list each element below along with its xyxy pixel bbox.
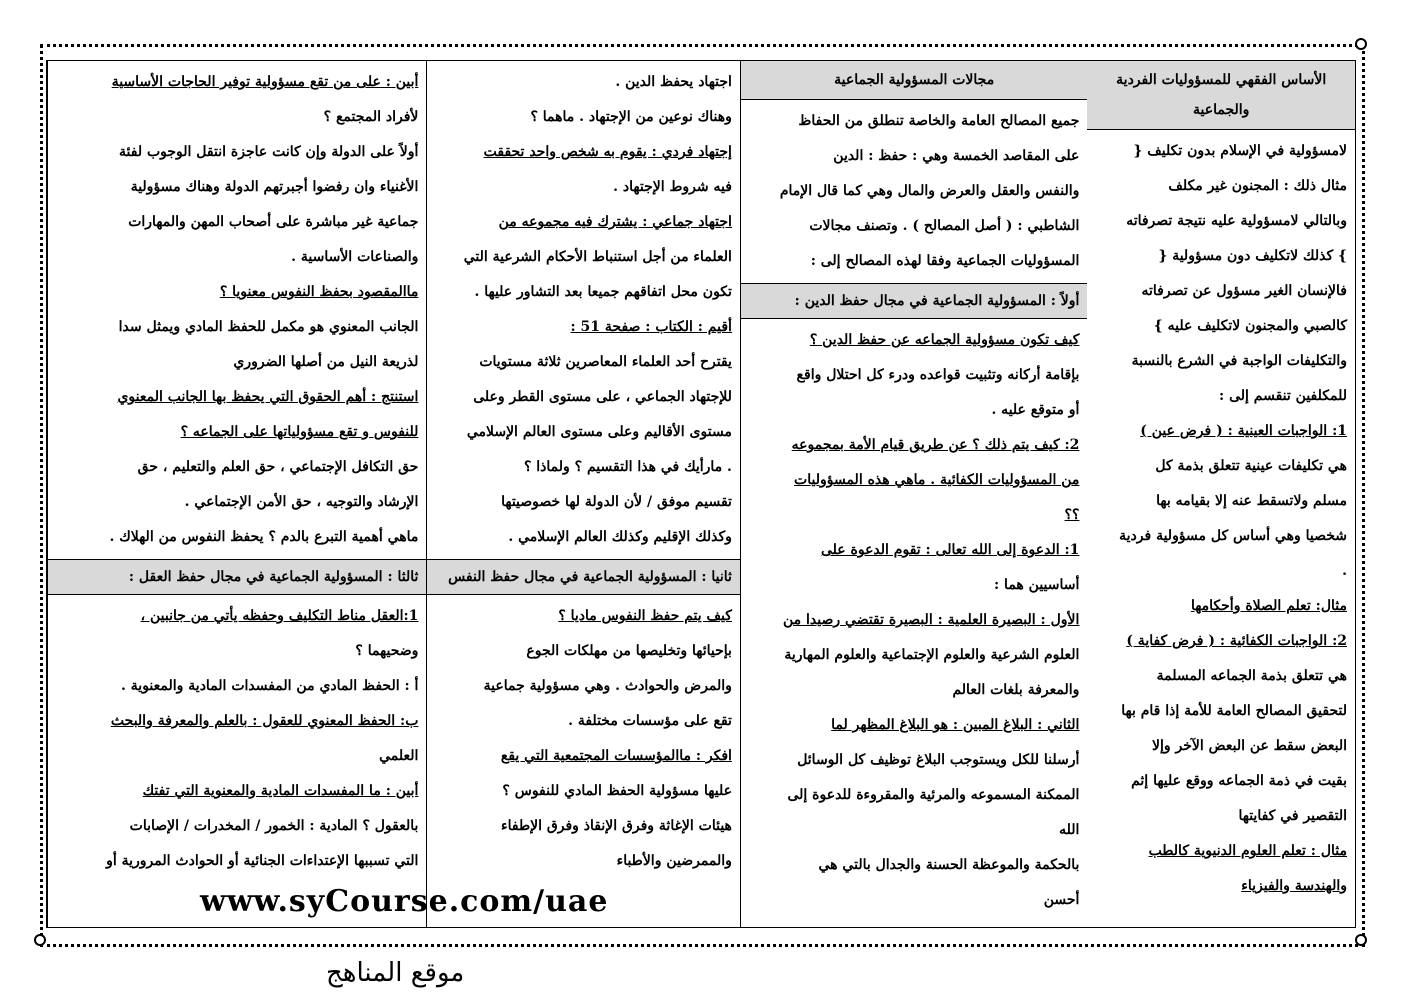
top-dotted-border <box>40 44 1365 47</box>
text-line: مستوى الأقاليم وعلى مستوى العالم الإسلامي <box>466 424 732 440</box>
text-line: كيف يتم حفظ النفوس ماديا ؟ <box>558 608 732 624</box>
text-line: 2: كيف يتم ذلك ؟ عن طريق قيام الأمة بمجموعه <box>791 437 1080 453</box>
text-line: لذريعة النيل من أصلها الضروري <box>233 354 419 370</box>
text-line: وبالتالي لامسؤولية عليه نتيجة تصرفاته <box>1126 213 1347 229</box>
text-line: بإحيائها وتخليصها من مهلكات الجوع <box>526 643 732 659</box>
section-3-heading: ثالثا : المسؤولية الجماعية في مجال حفظ العقل : <box>48 559 426 595</box>
text-line: أو متوقع عليه . <box>991 402 1080 418</box>
text-line: بالحكمة والموعظة الحسنة والجدال بالتي هي <box>818 857 1080 873</box>
text-line: 1: الدعوة إلى الله تعالى : تقوم الدعوة على <box>820 542 1080 558</box>
column-4 <box>47 61 426 927</box>
corner-ornament <box>34 934 46 946</box>
text-line: والنفس والعقل والعرض والمال وهي كما قال الإمام <box>779 183 1080 199</box>
bottom-dotted-border <box>40 944 1365 947</box>
text-line: الجانب المعنوي هو مكمل للحفظ المادي ويمثل سدا <box>118 319 419 335</box>
text-line: البعض سقط عن البعض الآخر وإلا <box>1152 738 1347 754</box>
text-line: لامسؤولية في الإسلام بدون تكليف { <box>1133 143 1347 159</box>
column-2-bottom <box>741 319 1087 922</box>
text-line: هيئات الإغاثة وفرق الإنقاذ وفرق الإطفاء <box>501 818 732 834</box>
text-line: ماهي أهمية التبرع بالدم ؟ يحفظ النفوس من الهلاك . <box>109 529 419 545</box>
column-1-body <box>1087 130 1355 908</box>
text-line: أولاً على الدولة وإن كانت عاجزة انتقل الوجوب لفئة <box>119 144 419 160</box>
text-line: مثال ذلك : المجنون غير مكلف <box>1168 178 1347 194</box>
text-line: اجتهاد جماعي : يشترك فيه مجموعه من <box>498 214 732 230</box>
worksheet-table <box>46 60 1356 928</box>
text-line: والهندسة والفيزياء <box>1241 878 1347 894</box>
text-line: ؟؟ <box>1064 507 1080 523</box>
text-line: المسؤوليات الجماعية وفقا لهذه المصالح إلى : <box>810 253 1080 269</box>
section-1-heading: أولاً : المسؤولية الجماعية في مجال حفظ الدين : <box>741 283 1087 319</box>
column-3-top <box>427 61 740 559</box>
text-line: الممكنة المسموعه والمرئية والمقروءة للدعوة إلى <box>787 787 1080 803</box>
text-line: افكر : ماالمؤسسات المجتمعية التي يقع <box>500 748 732 764</box>
right-dotted-border <box>1362 44 1365 944</box>
text-line: الله <box>1059 822 1080 838</box>
text-line: والصناعات الأساسية . <box>291 249 419 265</box>
text-line: أبين : ما المفسدات المادية والمعنوية التي تفتك <box>142 783 419 799</box>
text-line: بإقامة أركانه وتثبيت قواعده ودرء كل احتلال واقع <box>796 367 1080 383</box>
corner-ornament <box>1355 38 1367 50</box>
text-line: لأفراد المجتمع ؟ <box>323 109 419 125</box>
text-line: والمعرفة بلغات العالم <box>952 682 1080 698</box>
text-line: ماالمقصود بحفظ النفوس معنويا ؟ <box>219 284 419 300</box>
text-line: وكذلك الإقليم وكذلك العالم الإسلامي . <box>508 529 732 545</box>
text-line: استنتج : أهم الحقوق التي يحفظ بها الجانب المعنوي <box>117 389 419 405</box>
text-line: الإرشاد والتوجيه ، حق الأمن الإجتماعي . <box>184 494 419 510</box>
text-line: العلمي <box>379 748 419 764</box>
text-line: تكون محل اتفاقهم جميعا بعد التشاور عليها . <box>474 284 732 300</box>
left-dotted-border <box>40 44 43 944</box>
text-line: تقع على مؤسسات مختلفة . <box>568 713 732 729</box>
text-line: شخصيا وهي أساس كل مسؤولية فردية <box>1119 528 1347 544</box>
text-line: الثاني : البلاغ المبين : هو البلاغ المظهر لما <box>831 717 1080 733</box>
column-3-bottom <box>427 595 740 883</box>
column-4-bottom <box>48 595 426 883</box>
text-line: أبين : على من تقع مسؤولية توفير الحاجات الأساسية <box>111 74 419 90</box>
text-line: وضحيهما ؟ <box>355 643 419 659</box>
text-line: كالصبي والمجنون لاتكليف عليه } <box>1153 318 1347 334</box>
text-line: الشاطبي : ( أصل المصالح ) . وتصنف مجالات <box>809 218 1080 234</box>
text-line: مسلم ولاتسقط عنه إلا بقيامه بها <box>1156 493 1347 509</box>
text-line: العلماء من أجل استنباط الأحكام الشرعية التي <box>463 249 732 265</box>
text-line: الأول : البصيرة العلمية : البصيرة تقتضي رصيدا من <box>783 612 1080 628</box>
text-line: أقيم : الكتاب : صفحة 51 : <box>570 319 732 335</box>
text-line: الأغنياء وان رفضوا أجبرتهم الدولة وهناك مسؤولية <box>130 179 419 195</box>
column-1-header: الأساس الفقهي للمسؤوليات الفردية والجماعية <box>1087 61 1355 130</box>
column-2 <box>740 61 1087 927</box>
column-2-top <box>741 100 1087 283</box>
text-line: عليها مسؤولية الحفظ المادي للنفوس ؟ <box>502 783 732 799</box>
column-2-header: مجالات المسؤولية الجماعية <box>741 61 1087 100</box>
text-line: مثال: تعلم الصلاة وأحكامها <box>1190 598 1347 614</box>
text-line: . <box>1342 563 1347 579</box>
text-line: . مارأيك في هذا التقسيم ؟ ولماذا ؟ <box>523 459 732 475</box>
column-4-top <box>48 61 426 559</box>
text-line: جميع المصالح العامة والخاصة تنطلق من الحفاظ <box>798 113 1080 129</box>
watermark-url: www.syCourse.com/uae <box>200 884 609 919</box>
text-line: ب: الحفظ المعنوي للعقول : بالعلم والمعرفة والبحث <box>110 713 419 729</box>
text-line: جماعية غير مباشرة على أصحاب المهن والمهارات <box>128 214 419 230</box>
text-line: أساسيين هما : <box>994 577 1080 593</box>
text-line: مثال : تعلم العلوم الدنيوية كالطب <box>1148 843 1347 859</box>
text-line: والمرض والحوادث . وهي مسؤولية جماعية <box>483 678 732 694</box>
text-line: وهناك نوعين من الإجتهاد . ماهما ؟ <box>530 109 732 125</box>
text-line: أحسن <box>1043 892 1080 908</box>
text-line: أ : الحفظ المادي من المفسدات المادية والمعنوية . <box>121 678 419 694</box>
text-line: فيه شروط الإجتهاد . <box>613 179 732 195</box>
text-line: التي تسببها الإعتداءات الجنائية أو الحوادث المرورية أو <box>106 853 419 869</box>
text-line: إجتهاد فردي : يقوم به شخص واحد تحققت <box>483 144 732 160</box>
footer-site-name: موقع المناهج <box>326 958 465 988</box>
text-line: التقصير في كفايتها <box>1238 808 1347 824</box>
column-3 <box>426 61 740 927</box>
text-line: 1:العقل مناط التكليف وحفظه يأتي من جانبين ، <box>140 608 419 624</box>
text-line: كيف تكون مسؤولية الجماعه عن حفظ الدين ؟ <box>809 332 1080 348</box>
text-line: بالعقول ؟ المادية : الخمور / المخدرات / الإصابات <box>129 818 419 834</box>
column-1 <box>1087 61 1355 927</box>
text-line: اجتهاد يحفظ الدين . <box>615 74 732 90</box>
text-line: 2: الواجبات الكفائية : ( فرض كفاية ) <box>1126 633 1347 649</box>
text-line: للنفوس و تقع مسؤولياتها على الجماعه ؟ <box>180 424 419 440</box>
text-line: والممرضين والأطباء <box>616 853 732 869</box>
text-line: هي تكليفات عينية تتعلق بذمة كل <box>1155 458 1347 474</box>
text-line: 1: الواجبات العينية : ( فرض عين ) <box>1140 423 1347 439</box>
text-line: حق التكافل الإجتماعي ، حق العلم والتعليم ، حق <box>137 459 419 475</box>
text-line: من المسؤوليات الكفائية . ماهي هذه المسؤوليات <box>794 472 1080 488</box>
text-line: والتكليفات الواجبة في الشرع بالنسبة <box>1131 353 1347 369</box>
text-line: تقسيم موفق / لأن الدولة لها خصوصيتها <box>501 494 732 510</box>
text-line: بقيت في ذمة الجماعه ووقع عليها إثم <box>1131 773 1347 789</box>
text-line: للإجتهاد الجماعي ، على مستوى القطر وعلى <box>473 389 732 405</box>
text-line: للمكلفين تنقسم إلى : <box>1219 388 1347 404</box>
text-line: العلوم الشرعية والعلوم الإجتماعية والعلوم المهارية <box>784 647 1080 663</box>
text-line: } كذلك لاتكليف دون مسؤولية { <box>1158 248 1347 264</box>
section-2-heading: ثانيا : المسؤولية الجماعية في مجال حفظ النفس <box>427 559 740 595</box>
text-line: أرسلنا للكل ويستوجب البلاغ توظيف كل الوسائل <box>797 752 1080 768</box>
text-line: فالإنسان الغير مسؤول عن تصرفاته <box>1141 283 1347 299</box>
text-line: يقترح أحد العلماء المعاصرين ثلاثة مستويات <box>479 354 732 370</box>
text-line: هي تتعلق بذمة الجماعه المسلمة <box>1156 668 1347 684</box>
corner-ornament <box>1355 934 1367 946</box>
text-line: على المقاصد الخمسة وهي : حفظ : الدين <box>833 148 1080 164</box>
text-line: لتحقيق المصالح العامة للأمة إذا قام بها <box>1121 703 1347 719</box>
